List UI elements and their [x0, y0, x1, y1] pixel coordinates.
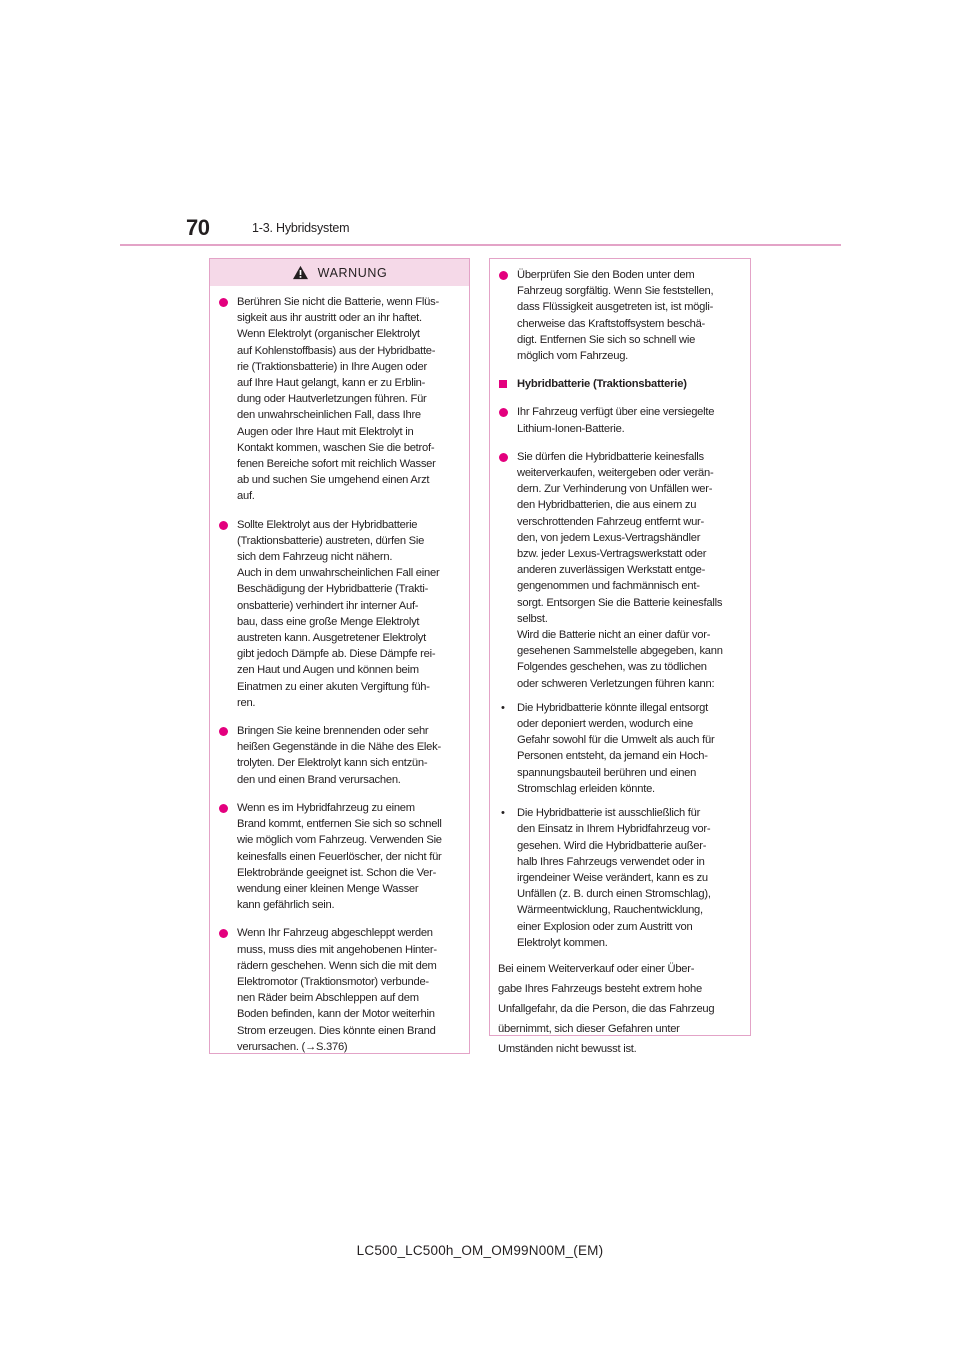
bullet-dot-icon [219, 929, 228, 938]
warning-triangle-icon [292, 265, 309, 280]
warning-item [498, 267, 742, 364]
warning-item-text: Ihr Fahrzeug verfügt über eine versiegelte Lithium-Ionen-Batterie. [517, 406, 715, 435]
header-rule [120, 244, 841, 246]
sub-bullet-mark: • [501, 807, 505, 820]
bullet-dot-icon [219, 521, 228, 530]
bullet-dot-icon [499, 453, 508, 462]
bullet-dot-icon [219, 727, 228, 736]
page-number: 70 [186, 215, 210, 240]
warning-item [218, 723, 461, 788]
warning-item-text: Berühren Sie nicht die Batterie, wenn Flüs- sigkeit aus ihr austritt oder an ihr haftet. Wenn Elektrolyt (organischer Elektrolyt auf Kohlenstoffbasis) aus der Hybridbatte- rie (Traktionsbatterie) in Ihre Augen oder auf Ihre Haut gelangt, kann er zu Erblin- dung oder Hautverletzungen führen. Für den unwahrscheinlichen Fall, dass Ihre Augen oder Ihre Haut mit Elektrolyt in Kontakt kommen, waschen Sie die betrof- fenen Bereiche sofort mit reichlich Wasser ab und suchen Sie umgehend einen Arzt auf. [237, 296, 439, 503]
bullet-dot-icon [219, 804, 228, 813]
warning-item-text: Wenn Ihr Fahrzeug abgeschleppt werden muss, muss dies mit angehobenen Hinter- rädern geschehen. Wenn sich die mit dem Elektromotor (Traktionsmotor) verbunde- nen Räder beim Abschleppen auf dem Boden befinden, kann der Motor weiterhin Strom erzeugen. Dies könnte einen Brand verursachen. (→S.376) [237, 927, 437, 1053]
sub-list-item-text: Die Hybridbatterie könnte illegal entsorgt oder deponiert werden, wodurch eine Gefahr sowohl für die Umwelt als auch für Personen entsteht, da jemand ein Hoch- spannungsbauteil berühren und einen Stromschlag erleiden könnte. [517, 701, 715, 795]
sub-bullet-mark: • [501, 701, 505, 714]
bullet-dot-icon [499, 271, 508, 280]
warning-item [218, 294, 461, 505]
warning-body [210, 286, 469, 1055]
warning-body-continued [490, 259, 750, 1059]
sub-list-item-text: Die Hybridbatterie ist ausschließlich für den Einsatz in Ihrem Hybridfahrzeug vor- gesehen. Wird die Hybridbatterie außer- halb Ihres Fahrzeugs verwendet oder in irgendeiner Weise verändert, kann es zu Unfällen (z. B. durch einen Stromschlag), Wärmeentwicklung, Rauchentwicklung, einer Explosion oder zum Austritt von Elektrolyt kommen. [517, 807, 711, 949]
warning-item [498, 404, 742, 436]
document-code: LC500_LC500h_OM_OM99N00M_(EM) [356, 1243, 604, 1258]
warning-item-text: Überprüfen Sie den Boden unter dem Fahrzeug sorgfältig. Wenn Sie feststellen, dass Flüssigkeit ausgetreten ist, ist mögli- cherweise das Kraftstoffsystem beschä- digt. Entfernen Sie sich so schnell wie möglich vom Fahrzeug. [517, 269, 714, 363]
bullet-dot-icon [219, 298, 228, 307]
closing-paragraph: Bei einem Weiterverkauf oder einer Über- gabe Ihres Fahrzeugs besteht extrem hohe Unfallgefahr, da die Person, die das Fahrzeug übernimmt, sich dieser Gefahren unter Umständen nicht bewusst ist. [498, 962, 715, 1055]
sub-list-item [498, 700, 742, 797]
warning-label: WARNUNG [317, 265, 388, 280]
warning-item [218, 925, 461, 1055]
section-heading [498, 376, 742, 392]
warning-item-text: Wenn es im Hybridfahrzeug zu einem Brand kommt, entfernen Sie sich so schnell wie möglich vom Fahrzeug. Verwenden Sie keinesfalls einen Feuerlöscher, der nicht für Elektrobrände geeignet ist. Schon die Ver- wendung einer kleinen Menge Wasser kann gefährlich sein. [237, 801, 442, 912]
warning-header [210, 259, 469, 286]
warning-box [209, 258, 470, 1054]
section-heading-text: Hybridbatterie (Traktionsbatterie) [517, 378, 687, 391]
warning-item-text: Bringen Sie keine brennenden oder sehr heißen Gegenstände in die Nähe des Elek- trolyten. Der Elektrolyt kann sich entzün- den und einen Brand verursachen. [237, 725, 441, 786]
warning-item [218, 800, 461, 913]
warning-box-continued [489, 258, 751, 1055]
warning-item-text: Sie dürfen die Hybridbatterie keinesfalls weiterverkaufen, weitergeben oder verän- dern. Zur Verhinderung von Unfällen wer- den Hybridbatterien, die aus einem zu verschrottenden Fahrzeug entfernt wur- den, von jedem Lexus-Vertragshändler bzw. jeder Lexus-Vertragswerkstatt oder anderen zuverlässigen Werkstatt entge- gengenommen und fachmännisch ent- sorgt. Entsorgen Sie die Batterie keinesfalls selbst. Wird die Batterie nicht an einer dafür vor- gesehenen Sammelstelle abgegeben, kann Folgendes geschehen, was zu tödlichen oder schweren Verletzungen führen kann: [517, 450, 723, 690]
section-title: 1-3. Hybridsystem [252, 221, 350, 235]
warning-item-text: Sollte Elektrolyt aus der Hybridbatterie (Traktionsbatterie) austreten, dürfen Sie sich dem Fahrzeug nicht nähern. Auch in dem unwahrscheinlichen Fall einer Beschädigung der Hybridbatterie (Trakti- onsbatterie) verhindert ihr interner Auf- bau, dass eine große Menge Elektrolyt austreten kann. Ausgetretener Elektrolyt gibt jedoch Dämpfe ab. Diese Dämpfe rei- zen Haut und Augen und können beim Einatmen zu einer akuten Vergiftung füh- ren. [237, 518, 440, 709]
bullet-dot-icon [499, 408, 508, 417]
square-bullet-icon [499, 380, 507, 388]
warning-item [498, 449, 742, 692]
sub-list [498, 700, 742, 951]
sub-list-item [498, 805, 742, 951]
warning-item [218, 517, 461, 711]
